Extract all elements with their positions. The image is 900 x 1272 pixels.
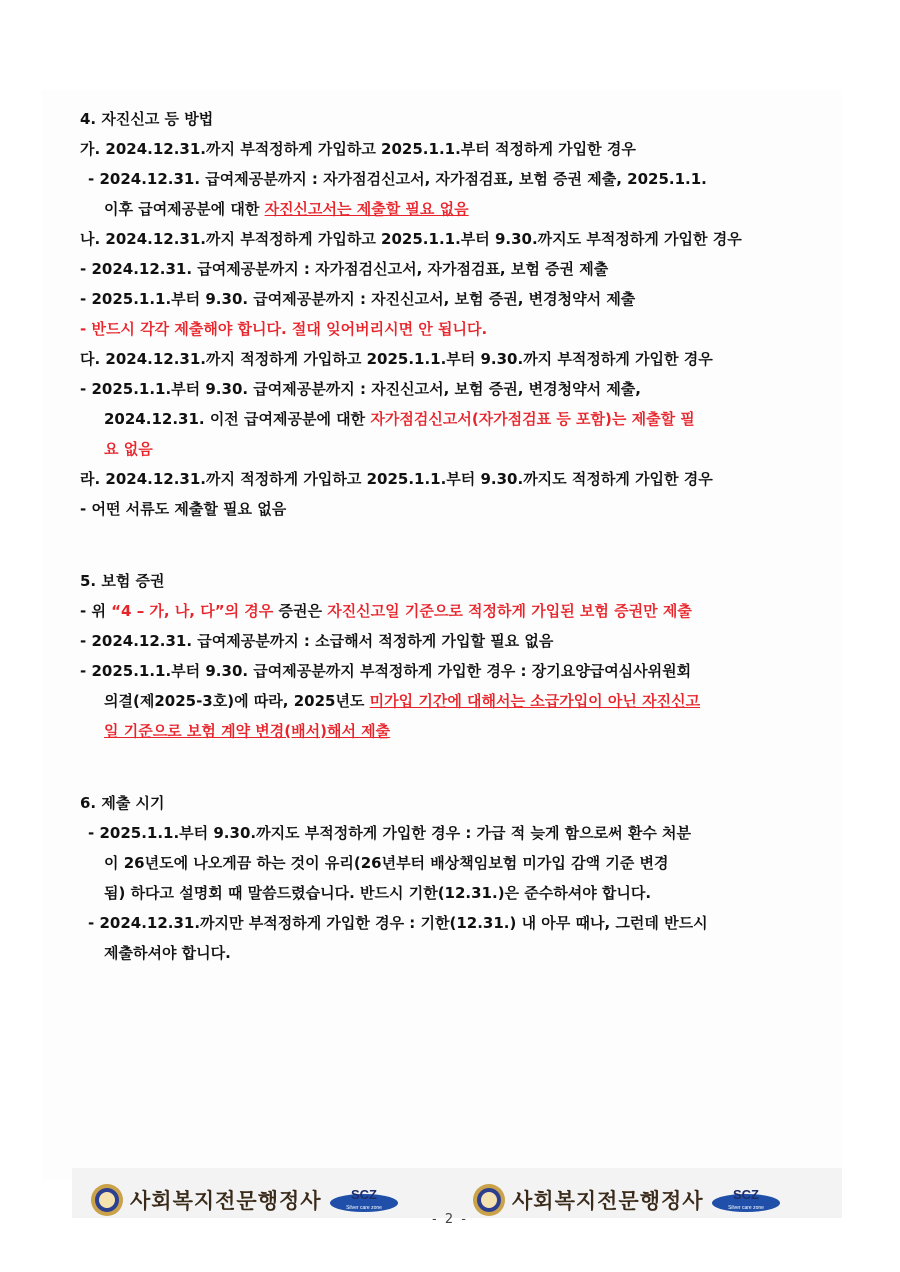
section-6-bullet-1-cont: 이 26년도에 나오게끔 하는 것이 유리(26년부터 배상책임보험 미가입 감액 기준 변경 bbox=[104, 854, 669, 872]
emphasis-text: 자진신고일 기준으로 적정하게 가입된 보험 증권만 제출 bbox=[327, 602, 692, 620]
org-name: 사회복지전문행정사 bbox=[130, 1188, 322, 1213]
section-6-title: 6. 제출 시기 bbox=[80, 794, 165, 812]
section-4-ra-bullet-1: - 어떤 서류도 제출할 필요 없음 bbox=[80, 500, 287, 518]
section-5-title: 5. 보험 증권 bbox=[80, 572, 165, 590]
org-name: 사회복지전문행정사 bbox=[512, 1188, 704, 1213]
section-4-title: 4. 자진신고 등 방법 bbox=[80, 110, 214, 128]
section-4-da-heading: 다. 2024.12.31.까지 적정하게 가입하고 2025.1.1.부터 9.30.까지 부적정하게 가입한 경우 bbox=[80, 350, 713, 368]
section-4-da-bullet-1: - 2025.1.1.부터 9.30. 급여제공분까지 : 자진신고서, 보험 증권, 변경청약서 제출, bbox=[80, 380, 641, 398]
bullet-text: 의결(제2025-3호)에 따라, 2025년도 bbox=[104, 692, 370, 710]
emphasis-text: 자진신고서는 제출할 필요 없음 bbox=[264, 200, 469, 218]
emphasis-text: 일 기준으로 보험 계약 변경(배서)해서 제출 bbox=[104, 722, 391, 740]
footer-banner bbox=[72, 1168, 842, 1218]
section-4-ra-heading: 라. 2024.12.31.까지 적정하게 가입하고 2025.1.1.부터 9.30.까지도 적정하게 가입한 경우 bbox=[80, 470, 713, 488]
svg-text:Silver care zone: Silver care zone bbox=[727, 1205, 764, 1211]
bullet-text: - 위 bbox=[80, 602, 112, 620]
section-4-na-bullet-2: - 2025.1.1.부터 9.30. 급여제공분까지 : 자진신고서, 보험 증권, 변경청약서 제출 bbox=[80, 290, 636, 308]
document-body bbox=[80, 104, 840, 968]
section-5-bullet-1 bbox=[80, 596, 840, 626]
scz-logo-icon bbox=[710, 1187, 782, 1213]
svg-text:Silver care zone: Silver care zone bbox=[345, 1205, 382, 1211]
section-5-bullet-2: - 2024.12.31. 급여제공분까지 : 소급해서 적정하게 가입할 필요 없음 bbox=[80, 632, 554, 650]
section-6-bullet-1-cont2: 됨) 하다고 설명회 때 말씀드렸습니다. 반드시 기한(12.31.)은 준수하셔야 합니다. bbox=[104, 884, 652, 902]
section-6-bullet-2: - 2024.12.31.까지만 부적정하게 가입한 경우 : 기한(12.31.) 내 아무 때나, 그런데 반드시 bbox=[88, 914, 708, 932]
bullet-text: - 2024.12.31. 급여제공분까지 : 자가점검신고서, 자가점검표, 보험 증권 제출, 2025.1.1. bbox=[88, 170, 707, 188]
bullet-text: 2024.12.31. 이전 급여제공분에 대한 bbox=[104, 410, 371, 428]
svg-text:SCZ: SCZ bbox=[350, 1187, 377, 1202]
section-6-bullet-2-cont: 제출하셔야 합니다. bbox=[104, 944, 231, 962]
page-number: - 2 - bbox=[432, 1212, 468, 1227]
section-4-ga-heading: 가. 2024.12.31.까지 부적정하게 가입하고 2025.1.1.부터 적정하게 가입한 경우 bbox=[80, 140, 636, 158]
emphasis-text: 자가점검신고서(자가점검표 등 포함)는 제출할 필 bbox=[370, 410, 695, 428]
section-5-bullet-3: - 2025.1.1.부터 9.30. 급여제공분까지 부적정하게 가입한 경우 : 장기요양급여심사위원회 bbox=[80, 662, 692, 680]
section-5-bullet-3-cont bbox=[80, 686, 840, 716]
scz-logo-icon bbox=[328, 1187, 400, 1213]
bullet-text: 이후 급여제공분에 대한 bbox=[104, 200, 265, 218]
emphasis-text: “4 – 가, 나, 다”의 경우 bbox=[111, 602, 274, 620]
section-6-bullet-1: - 2025.1.1.부터 9.30.까지도 부적정하게 가입한 경우 : 가급 적 늦게 함으로써 환수 처분 bbox=[88, 824, 692, 842]
emphasis-text: 미가입 기간에 대해서는 소급가입이 아닌 자진신고 bbox=[369, 692, 701, 710]
section-4-da-bullet-1-cont bbox=[80, 404, 840, 434]
section-4-na-heading: 나. 2024.12.31.까지 부적정하게 가입하고 2025.1.1.부터 9.30.까지도 부적정하게 가입한 경우 bbox=[80, 230, 742, 248]
section-5-bullet-3-cont2 bbox=[80, 716, 840, 746]
bullet-text: 증권은 bbox=[273, 602, 328, 620]
section-4-da-bullet-1-cont2: 요 없음 bbox=[104, 440, 153, 458]
svg-text:SCZ: SCZ bbox=[732, 1187, 759, 1202]
section-4-ga-bullet-1 bbox=[80, 164, 840, 194]
section-4-na-bullet-1: - 2024.12.31. 급여제공분까지 : 자가점검신고서, 자가점검표, 보험 증권 제출 bbox=[80, 260, 609, 278]
section-4-ga-bullet-1-cont bbox=[80, 194, 840, 224]
section-4-na-warning: - 반드시 각각 제출해야 합니다. 절대 잊어버리시면 안 됩니다. bbox=[80, 320, 488, 338]
